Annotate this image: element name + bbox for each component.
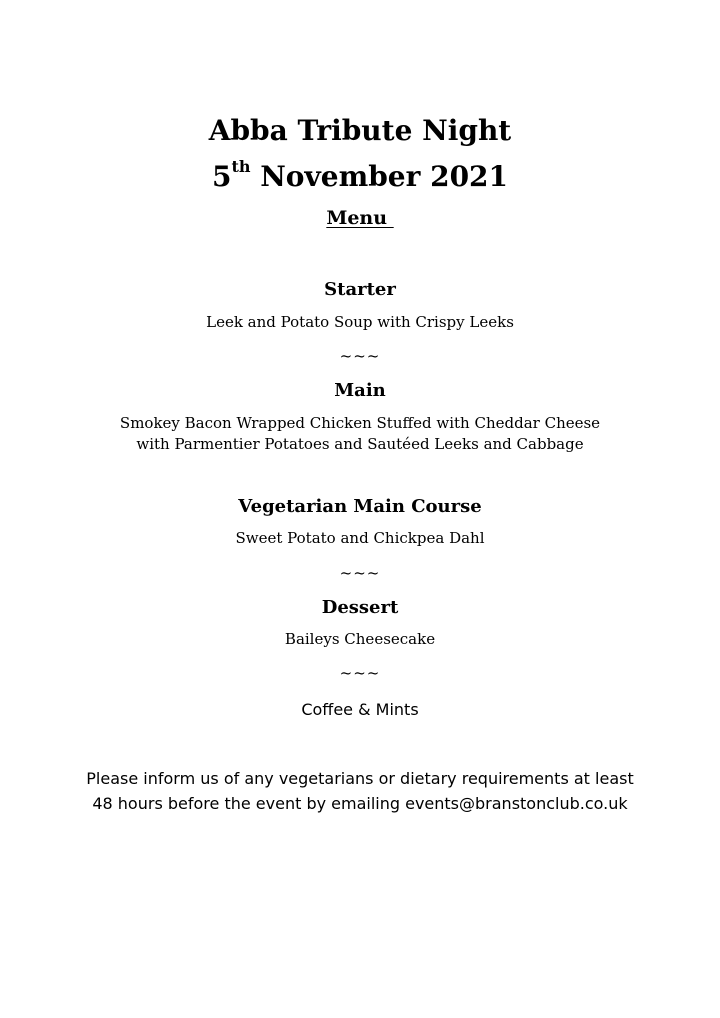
course-separator: ~~~ — [339, 664, 381, 682]
event-date — [0, 156, 720, 194]
vegetarian-heading: Vegetarian Main Course — [238, 496, 482, 517]
coffee-and-mints: Coffee & Mints — [301, 700, 419, 719]
main-heading: Main — [334, 380, 386, 401]
main-dish-line-1: Smokey Bacon Wrapped Chicken Stuffed with Cheddar Cheese — [119, 414, 601, 432]
event-date-rest: November 2021 — [250, 160, 509, 193]
menu-heading — [0, 206, 720, 230]
starter-dish: Leek and Potato Soup with Crispy Leeks — [206, 313, 514, 331]
dessert-dish: Baileys Cheesecake — [284, 630, 436, 648]
course-separator: ~~~ — [339, 347, 381, 365]
course-separator: ~~~ — [339, 564, 381, 582]
event-title-text: Abba Tribute Night — [208, 114, 512, 147]
event-date-suffix: th — [231, 156, 251, 176]
vegetarian-dish: Sweet Potato and Chickpea Dahl — [235, 529, 485, 547]
event-date-day: 5 — [211, 160, 232, 193]
event-title — [0, 114, 720, 148]
starter-heading: Starter — [324, 279, 396, 300]
dietary-notice-line-2: 48 hours before the event by emailing events@branstonclub.co.uk — [92, 794, 628, 813]
dessert-heading: Dessert — [321, 597, 399, 618]
menu-heading-text: Menu — [326, 207, 394, 229]
main-dish-line-2: with Parmentier Potatoes and Sautéed Leeks and Cabbage — [136, 435, 584, 453]
dietary-notice-line-1: Please inform us of any vegetarians or dietary requirements at least — [86, 769, 634, 788]
